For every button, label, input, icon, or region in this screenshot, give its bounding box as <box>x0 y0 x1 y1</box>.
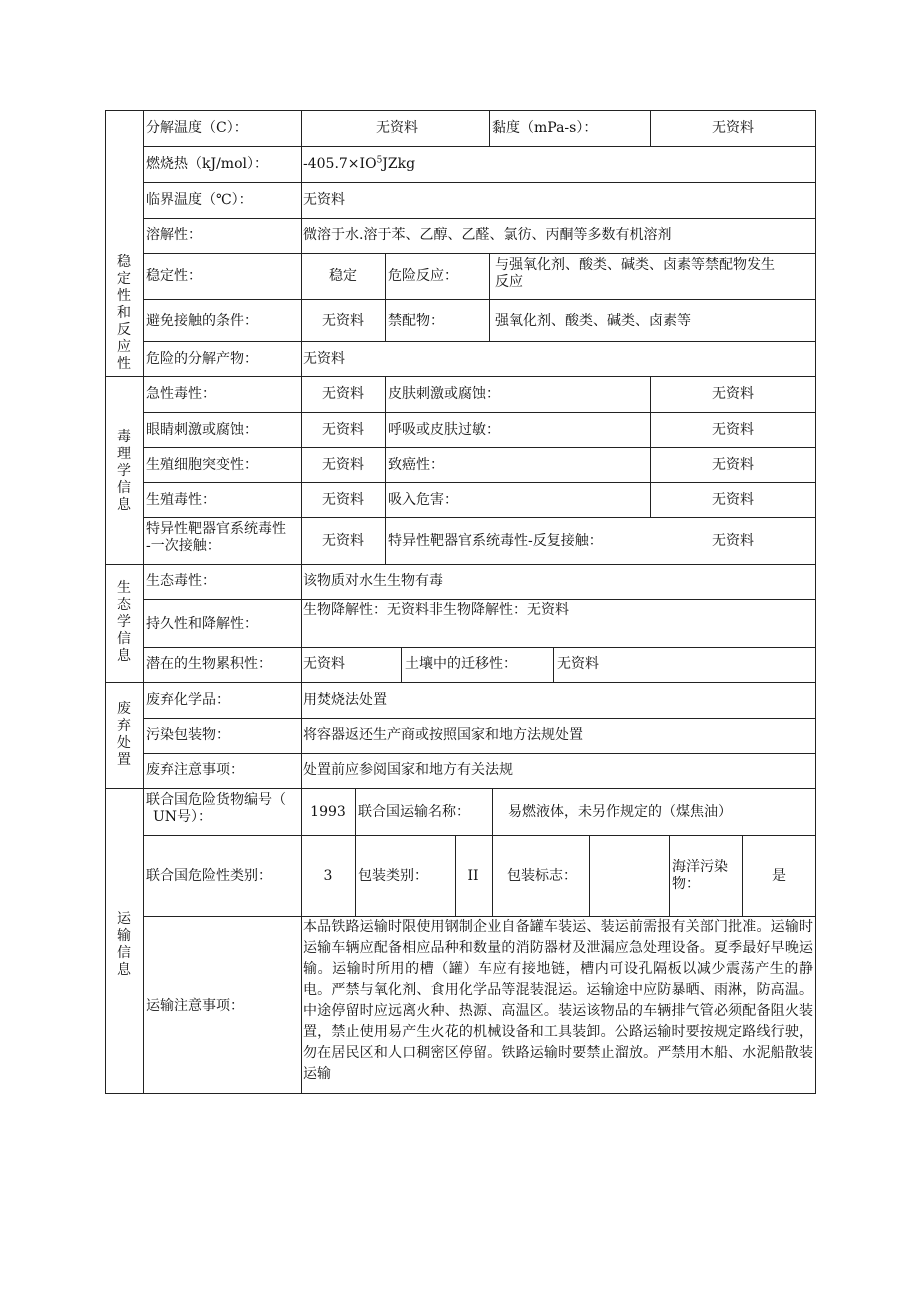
hazard-class-label: 联合国危险性类别： <box>146 868 272 884</box>
hazard-reaction-line2: 反应 <box>495 274 523 290</box>
section-title-transport: 运输信息 <box>117 911 131 978</box>
disposal-notes-value: 处置前应参阅国家和地方有关法规 <box>303 762 513 778</box>
combustion-heat-label: 燃烧热（kJ/mol）： <box>146 156 268 172</box>
row-line <box>143 599 816 600</box>
persistence-label: 持久性和降解性： <box>146 616 258 632</box>
row-line <box>143 647 816 648</box>
avoid-conditions-label: 避免接触的条件： <box>146 313 258 329</box>
bioaccumulation-label: 潜在的生物累积性： <box>146 656 272 672</box>
col-line <box>553 647 554 683</box>
packing-mark-label: 包装标志： <box>507 868 577 884</box>
contaminated-packaging-label: 污染包装物： <box>146 727 230 743</box>
un-number-label-line2: UN号）： <box>153 809 213 825</box>
un-number-value: 1993 <box>310 804 346 820</box>
row-line <box>143 835 816 836</box>
section-line <box>105 682 816 683</box>
row-line <box>143 299 816 300</box>
row-line <box>143 482 816 483</box>
mutagenicity-label: 生殖细胞突变性： <box>146 457 258 473</box>
col-line <box>301 110 302 1094</box>
row-line <box>143 146 816 147</box>
col-line <box>401 647 402 683</box>
ecotoxicity-label: 生态毒性： <box>146 573 216 589</box>
row-line <box>143 218 816 219</box>
eye-irritation-label: 眼睛刺激或腐蚀： <box>146 422 258 438</box>
un-shipping-name-label: 联合国运输名称： <box>358 804 470 820</box>
col-line <box>385 253 386 342</box>
contaminated-packaging-value: 将容器返还生产商或按照国家和地方法规处置 <box>303 727 583 743</box>
table-border-bottom <box>105 1093 816 1094</box>
col-line <box>669 835 670 917</box>
row-line <box>143 412 816 413</box>
stot-repeat-label: 特异性靶器官系统毒性-反复接触： <box>388 533 603 549</box>
table-border-top <box>105 110 816 111</box>
stot-repeat-value: 无资料 <box>712 533 754 549</box>
hazard-reaction-label: 危险反应： <box>388 268 458 284</box>
section-title-stability: 稳定性和反应性 <box>117 254 131 372</box>
packing-group-value: II <box>467 868 479 884</box>
aspiration-hazard-value: 无资料 <box>712 492 754 508</box>
persistence-value: 生物降解性：无资料非生物降解性：无资料 <box>303 602 569 618</box>
row-line <box>143 341 816 342</box>
combustion-heat-value <box>303 156 415 173</box>
col-line <box>650 376 651 518</box>
acute-toxicity-value: 无资料 <box>322 386 364 402</box>
row-line <box>143 517 816 518</box>
skin-corrosion-value: 无资料 <box>712 386 754 402</box>
marine-pollutant-label-line2: 物： <box>672 876 700 892</box>
section-line <box>105 564 816 565</box>
incompatible-label: 禁配物： <box>388 313 444 329</box>
stot-single-value: 无资料 <box>322 533 364 549</box>
carcinogenicity-value: 无资料 <box>712 457 754 473</box>
row-line <box>143 447 816 448</box>
stability-value: 稳定 <box>329 268 357 284</box>
row-line <box>143 182 816 183</box>
col-line <box>589 835 590 917</box>
sensitization-label: 呼吸或皮肤过敏： <box>388 422 500 438</box>
decomp-products-label: 危险的分解产物： <box>146 351 258 367</box>
eye-irritation-value: 无资料 <box>322 422 364 438</box>
col-line <box>355 788 356 917</box>
col-line <box>650 110 651 147</box>
row-line <box>143 753 816 754</box>
marine-pollutant-label-line1: 海洋污染 <box>672 859 728 875</box>
mutagenicity-value: 无资料 <box>322 457 364 473</box>
viscosity-value: 无资料 <box>712 120 754 136</box>
carcinogenicity-label: 致癌性： <box>388 457 444 473</box>
marine-pollutant-value: 是 <box>772 868 786 884</box>
col-line <box>489 110 490 147</box>
row-line <box>143 253 816 254</box>
packing-group-label: 包装类别： <box>358 868 428 884</box>
hazard-class-value: 3 <box>323 868 333 884</box>
combustion-heat-exponent: 5 <box>376 155 383 166</box>
table-border-right <box>815 110 816 1094</box>
ecotoxicity-value: 该物质对水生生物有毒 <box>303 573 443 589</box>
soil-mobility-value: 无资料 <box>557 656 599 672</box>
transport-notes-value: 本品铁路运输时限使用钢制企业自备罐车装运、装运前需报有关部门批准。运输时运输车辆应配备相应品种和数量的消防器材及泄漏应急处理设备。夏季最好早晚运输。运输时所用的槽（罐）车应有接地链，槽内可设孔隔板以减少震荡产生的静电。严禁与氧化剂、食用化学品等混装混运。运输途中应防暴晒、雨淋，防高温。中途停留时应远离火种、热源、高温区。装运该物品的车辆排气管必须配备阻火装置，禁止使用易产生火花的机械设备和工具装卸。公路运输时要按规定路线行驶，勿在居民区和人口稠密区停留。铁路运输时要禁止溜放。严禁用木船、水泥船散装运输 <box>303 919 813 1082</box>
section-divider <box>143 110 144 1094</box>
col-line <box>455 835 456 917</box>
un-number-label-line1: 联合国危险货物编号（ <box>146 792 286 808</box>
section-title-ecology: 生态学信息 <box>117 580 131 664</box>
decomp-products-value: 无资料 <box>303 351 345 367</box>
critical-temp-label: 临界温度（℃）： <box>146 192 253 208</box>
section-title-toxicology: 毒理学信息 <box>117 429 131 513</box>
table-border-left <box>105 110 106 1094</box>
aspiration-hazard-label: 吸入危害： <box>388 492 458 508</box>
avoid-conditions-value: 无资料 <box>322 313 364 329</box>
decomp-temp-label: 分解温度（C）： <box>146 120 248 136</box>
stability-label: 稳定性： <box>146 268 202 284</box>
acute-toxicity-label: 急性毒性： <box>146 386 216 402</box>
col-line <box>492 788 493 836</box>
critical-temp-value: 无资料 <box>303 192 345 208</box>
section-line <box>105 376 816 377</box>
reproductive-toxicity-value: 无资料 <box>322 492 364 508</box>
section-line <box>105 788 816 789</box>
hazard-reaction-line1: 与强氧化剂、酸类、碱类、卤素等禁配物发生 <box>495 257 775 273</box>
col-line <box>385 376 386 565</box>
col-line <box>742 835 743 917</box>
col-line <box>492 835 493 917</box>
waste-chemical-value: 用焚烧法处置 <box>303 692 387 708</box>
solubility-value: 微溶于水.溶于苯、乙醇、乙醛、氯彷、丙酮等多数有机溶剂 <box>303 227 672 243</box>
waste-chemical-label: 废弃化学品： <box>146 692 230 708</box>
incompatible-value: 强氧化剂、酸类、碱类、卤素等 <box>495 313 691 329</box>
col-line <box>489 253 490 342</box>
bioaccumulation-value: 无资料 <box>303 656 345 672</box>
stot-single-label-line2: -一次接触： <box>146 538 221 554</box>
disposal-notes-label: 废弃注意事项： <box>146 762 244 778</box>
skin-corrosion-label: 皮肤刺激或腐蚀： <box>388 386 500 402</box>
decomp-temp-value: 无资料 <box>376 120 418 136</box>
transport-notes-label: 运输注意事项： <box>146 998 244 1014</box>
row-line <box>143 718 816 719</box>
stot-single-label-line1: 特异性靶器官系统毒性 <box>146 521 286 537</box>
sensitization-value: 无资料 <box>712 422 754 438</box>
combustion-heat-mantissa: -405.7×IO <box>303 156 377 172</box>
reproductive-toxicity-label: 生殖毒性： <box>146 492 216 508</box>
soil-mobility-label: 土壤中的迁移性： <box>405 656 517 672</box>
viscosity-label: 黏度（mPa-s）： <box>492 120 598 136</box>
solubility-label: 溶解性： <box>146 227 202 243</box>
combustion-heat-unit: JZkg <box>382 156 416 172</box>
un-shipping-name-value: 易燃液体，未另作规定的（煤焦油） <box>508 804 732 820</box>
section-title-disposal: 废弃处置 <box>117 701 131 768</box>
